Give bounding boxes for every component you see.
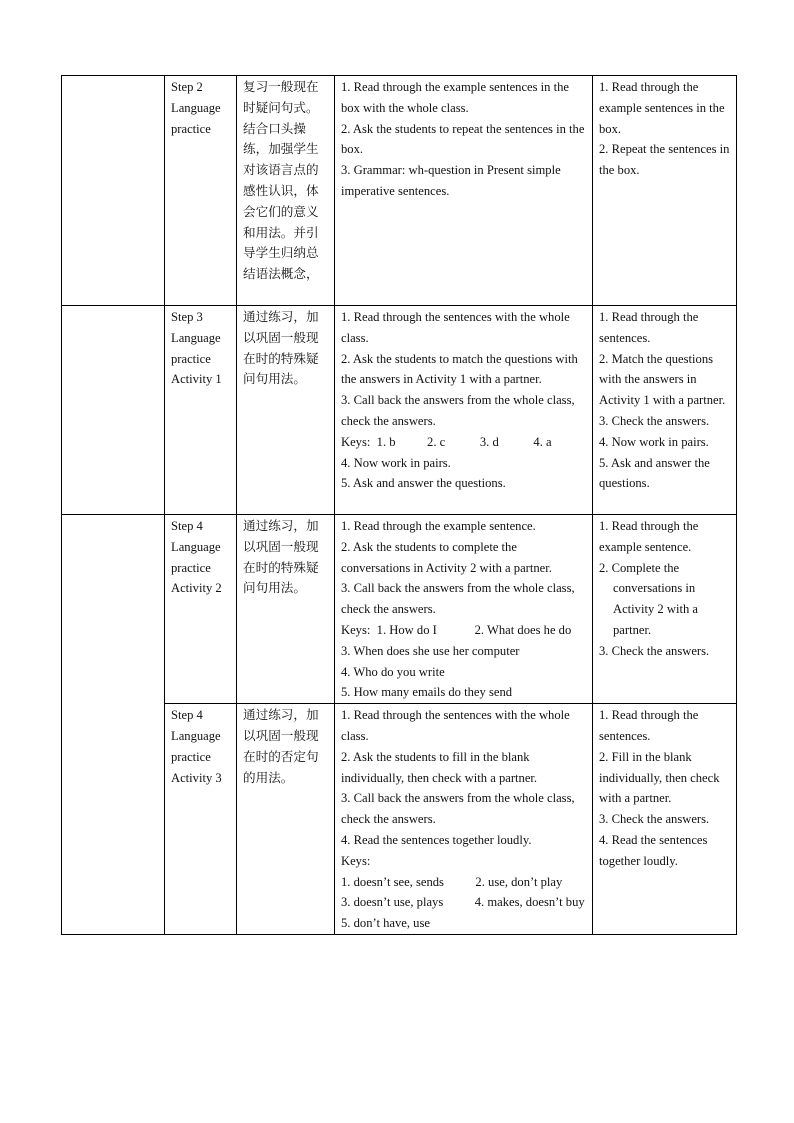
student-line: 1. Read through the example sentence. [599,519,699,554]
student-line: 3. Check the answers. [599,413,710,428]
step-cell [165,76,237,306]
teacher-line: 1. Read through the sentences with the whole class. [341,708,570,743]
teacher-line: 1. Read through the example sentences in the box with the whole class. [341,80,570,115]
teacher-activity-cell [335,76,593,306]
step-line: Step 4 [171,708,203,723]
step-cell [165,704,237,935]
table-row [62,515,737,704]
step-line: practice [171,749,211,764]
teacher-line: 4. Now work in pairs. [341,455,451,470]
teacher-line: 5. Ask and answer the questions. [341,476,506,491]
teacher-activity-cell [335,515,593,704]
answer-keys: 1. doesn’t see, sends 2. use, don’t play [341,874,563,889]
teacher-line: 3. Call back the answers from the whole class, check the answers. [341,791,575,827]
teacher-line: 5. How many emails do they send [341,685,513,700]
teacher-line: 2. Ask the students to fill in the blank individually, then check with a partner. [341,749,538,785]
table-row [62,306,737,515]
purpose-text: 复习一般现在时疑问句式。结合口头操练，加强学生对该语言点的感性认识，体会它们的意义和用法。并引导学生归纳总结语法概念， [243,79,319,282]
step-cell [165,306,237,515]
teacher-line: 3. Call back the answers from the whole class, check the answers. [341,581,575,617]
teacher-activity-cell [335,306,593,515]
empty-cell [62,306,165,515]
step-line: practice [171,560,211,575]
student-line: 2. Complete the conversations in Activity 2 with a partner. [599,560,698,637]
student-activity-cell [593,306,737,515]
step-line: Activity 3 [171,770,222,785]
step-line: Activity 1 [171,372,222,387]
teacher-line: 3. Call back the answers from the whole class, check the answers. [341,393,575,428]
empty-cell [62,515,165,935]
student-line: 3. Check the answers. [599,643,710,658]
teacher-line: 1. Read through the sentences with the whole class. [341,310,570,345]
purpose-cell [237,515,335,704]
step-line: Language [171,100,221,115]
student-line: 1. Read through the sentences. [599,310,699,345]
step-line: Activity 2 [171,581,222,596]
lesson-plan-table [61,75,737,935]
purpose-cell [237,76,335,306]
purpose-text: 通过练习，加以巩固一般现在时的特殊疑问句用法。 [243,309,319,387]
step-line: practice [171,351,211,366]
student-line: 3. Check the answers. [599,812,710,827]
teacher-activity-cell [335,704,601,935]
step-line: Language [171,330,221,345]
teacher-line: 2. Ask the students to repeat the sentences in the box. [341,121,585,157]
student-activity-cell [593,76,737,306]
teacher-line: 2. Ask the students to match the questions with the answers in Activity 1 with a partner. [341,351,578,387]
purpose-cell [237,306,335,515]
student-line: 5. Ask and answer the questions. [599,455,710,491]
teacher-line: 4. Read the sentences together loudly. [341,832,532,847]
student-line: 1. Read through the example sentences in the box. [599,80,725,136]
step-line: Step 3 [171,310,203,324]
step-line: Step 2 [171,80,203,94]
student-line: 2. Repeat the sentences in the box. [599,142,730,178]
step-line: Language [171,539,221,554]
teacher-line: 3. Grammar: wh-question in Present simple imperative sentences. [341,163,561,198]
student-activity-cell [593,704,737,935]
student-line: 4. Read the sentences together loudly. [599,832,708,868]
answer-keys: Keys: 1. b 2. c 3. d 4. a [341,434,552,449]
step-line: practice [171,121,211,136]
teacher-line: 1. Read through the example sentence. [341,519,536,533]
purpose-text: 通过练习，加以巩固一般现在时的特殊疑问句用法。 [243,518,319,596]
student-activity-cell [593,515,737,704]
teacher-line: 2. Ask the students to complete the conversations in Activity 2 with a partner. [341,539,552,575]
teacher-line: 4. Who do you write [341,664,445,679]
purpose-cell [237,704,335,935]
step-line: Step 4 [171,519,203,533]
step-line: Language [171,728,221,743]
answer-keys-heading: Keys: [341,853,371,868]
answer-keys: Keys: 1. How do I 2. What does he do 3. When does she use her computer [341,622,591,658]
step-cell [165,515,237,704]
student-line: 4. Now work in pairs. [599,434,709,449]
empty-cell [62,76,165,306]
table-row [62,76,737,306]
student-line: 1. Read through the sentences. [599,708,699,743]
answer-keys: 3. doesn’t use, plays 4. makes, doesn’t buy 5. don’t have, use [341,895,601,931]
purpose-text: 通过练习，加以巩固一般现在时的否定句的用法。 [243,707,319,785]
student-line: 2. Match the questions with the answers in Activity 1 with a partner. [599,351,726,408]
student-line: 2. Fill in the blank individually, then check with a partner. [599,749,720,806]
